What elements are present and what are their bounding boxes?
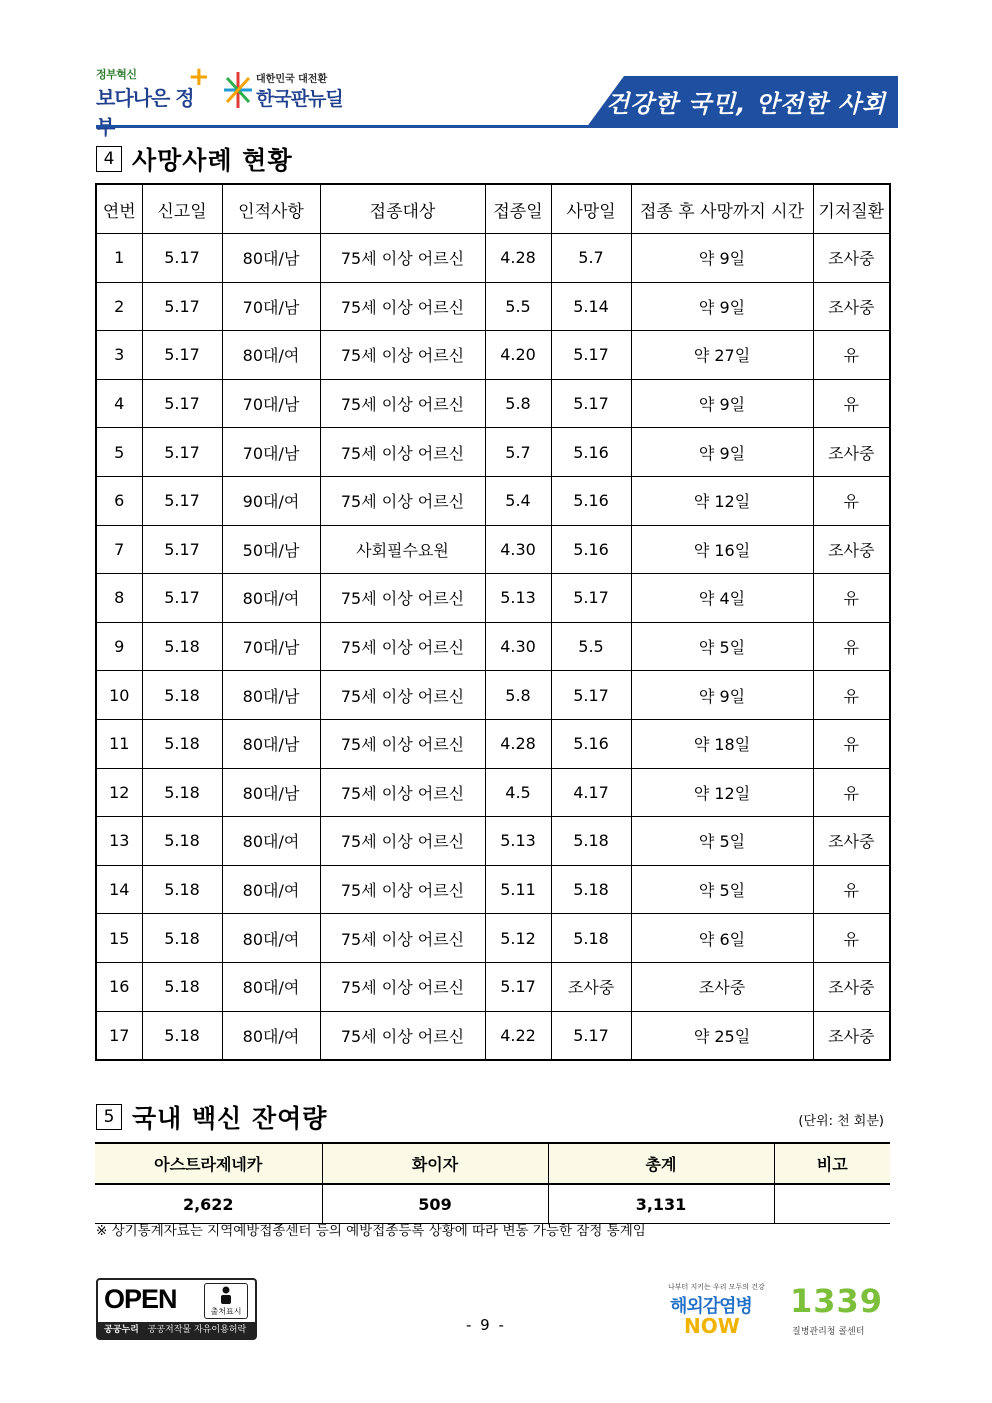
cell-underlying-disease: 유 — [813, 671, 890, 720]
cell-target-group: 75세 이상 어르신 — [320, 719, 485, 768]
cell-demographics: 80대/여 — [222, 1011, 320, 1060]
logo3-small-text: 나부터 지키는 우리 모두의 건강 — [668, 1283, 765, 1291]
astrazeneca-value: 2,622 — [95, 1184, 322, 1224]
cell-vaccination-date: 5.8 — [485, 379, 551, 428]
vaccine-header-row — [95, 1143, 890, 1184]
cell-target-group: 75세 이상 어르신 — [320, 865, 485, 914]
cell-vaccination-date: 4.22 — [485, 1011, 551, 1060]
cell-no: 13 — [96, 817, 142, 866]
cell-elapsed-time: 약 9일 — [631, 428, 813, 477]
cell-underlying-disease: 유 — [813, 331, 890, 380]
table-row — [96, 331, 890, 380]
cell-target-group: 75세 이상 어르신 — [320, 768, 485, 817]
cell-report-date: 5.18 — [142, 622, 222, 671]
section5-heading — [96, 1099, 327, 1135]
cell-elapsed-time: 약 9일 — [631, 282, 813, 331]
cell-no: 3 — [96, 331, 142, 380]
cell-underlying-disease: 유 — [813, 379, 890, 428]
cell-elapsed-time: 조사중 — [631, 962, 813, 1011]
cell-death-date: 5.18 — [551, 817, 631, 866]
cell-death-date: 5.16 — [551, 428, 631, 477]
table-row — [96, 428, 890, 477]
cell-demographics: 70대/남 — [222, 379, 320, 428]
logo-overseas-infection-now — [668, 1282, 772, 1340]
cell-no: 8 — [96, 574, 142, 623]
new-deal-star-icon — [222, 70, 254, 110]
open-label: OPEN — [104, 1284, 177, 1314]
col-header: 인적사항 — [222, 184, 320, 234]
cell-target-group: 75세 이상 어르신 — [320, 282, 485, 331]
cell-target-group: 75세 이상 어르신 — [320, 331, 485, 380]
table-row — [96, 282, 890, 331]
slogan-text: 건강한 국민, 안전한 사회 — [605, 90, 886, 118]
section4-number: 4 — [96, 146, 122, 172]
attribution-badge-label: 출처표시 — [210, 1307, 242, 1316]
cell-demographics: 80대/여 — [222, 574, 320, 623]
table-row — [96, 865, 890, 914]
cell-demographics: 70대/남 — [222, 428, 320, 477]
cell-demographics: 80대/남 — [222, 768, 320, 817]
cell-demographics: 50대/남 — [222, 525, 320, 574]
cell-elapsed-time: 약 12일 — [631, 768, 813, 817]
person-icon — [218, 1286, 234, 1304]
col-header: 접종 후 사망까지 시간 — [631, 184, 813, 234]
logo2-small-text: 대한민국 대전환 — [256, 74, 328, 85]
cell-underlying-disease: 유 — [813, 622, 890, 671]
cell-no: 15 — [96, 914, 142, 963]
cell-elapsed-time: 약 18일 — [631, 719, 813, 768]
cell-elapsed-time: 약 12일 — [631, 476, 813, 525]
slogan-banner — [580, 76, 898, 128]
cell-underlying-disease: 조사중 — [813, 234, 890, 283]
cell-underlying-disease: 유 — [813, 914, 890, 963]
cell-no: 14 — [96, 865, 142, 914]
cell-no: 10 — [96, 671, 142, 720]
open-caption: 공공저작물 자유이용허락 — [147, 1325, 247, 1335]
cell-elapsed-time: 약 16일 — [631, 525, 813, 574]
cell-vaccination-date: 4.5 — [485, 768, 551, 817]
cell-vaccination-date: 5.17 — [485, 962, 551, 1011]
cell-report-date: 5.17 — [142, 331, 222, 380]
cell-elapsed-time: 약 5일 — [631, 817, 813, 866]
cell-demographics: 80대/남 — [222, 719, 320, 768]
cell-death-date: 5.17 — [551, 331, 631, 380]
cell-target-group: 75세 이상 어르신 — [320, 574, 485, 623]
table-row — [96, 671, 890, 720]
cell-underlying-disease: 조사중 — [813, 282, 890, 331]
cell-vaccination-date: 4.20 — [485, 331, 551, 380]
cell-target-group: 75세 이상 어르신 — [320, 476, 485, 525]
death-cases-table — [95, 183, 891, 1061]
cell-no: 16 — [96, 962, 142, 1011]
cell-demographics: 80대/남 — [222, 234, 320, 283]
attribution-badge — [204, 1283, 248, 1319]
section4-heading — [96, 141, 293, 177]
cell-underlying-disease: 유 — [813, 719, 890, 768]
cell-demographics: 80대/여 — [222, 817, 320, 866]
vaccine-value-row — [95, 1184, 890, 1224]
cell-vaccination-date: 5.7 — [485, 428, 551, 477]
cell-demographics: 80대/여 — [222, 962, 320, 1011]
page-number: - 9 - — [466, 1316, 506, 1334]
cell-vaccination-date: 4.28 — [485, 719, 551, 768]
cell-report-date: 5.17 — [142, 379, 222, 428]
cell-no: 7 — [96, 525, 142, 574]
cell-demographics: 70대/남 — [222, 282, 320, 331]
cell-death-date: 5.17 — [551, 671, 631, 720]
cell-report-date: 5.17 — [142, 574, 222, 623]
logo3-now-text: NOW — [684, 1314, 740, 1338]
logo2-big-text: 한국판뉴딜 — [256, 88, 343, 110]
col-header: 접종일 — [485, 184, 551, 234]
open-caption-bold: 공공누리 — [104, 1325, 139, 1335]
cell-target-group: 75세 이상 어르신 — [320, 1011, 485, 1060]
cell-report-date: 5.17 — [142, 428, 222, 477]
cell-death-date: 5.18 — [551, 865, 631, 914]
cell-elapsed-time: 약 6일 — [631, 914, 813, 963]
cell-no: 1 — [96, 234, 142, 283]
cell-demographics: 80대/여 — [222, 865, 320, 914]
cell-target-group: 75세 이상 어르신 — [320, 622, 485, 671]
cell-underlying-disease: 유 — [813, 476, 890, 525]
cell-report-date: 5.17 — [142, 476, 222, 525]
cell-underlying-disease: 조사중 — [813, 1011, 890, 1060]
cell-target-group: 75세 이상 어르신 — [320, 234, 485, 283]
cell-death-date: 5.17 — [551, 379, 631, 428]
cell-death-date: 5.5 — [551, 622, 631, 671]
col-header: 사망일 — [551, 184, 631, 234]
logo3-big-text: 해외감염병 — [670, 1296, 752, 1317]
cell-elapsed-time: 약 9일 — [631, 379, 813, 428]
table-row — [96, 817, 890, 866]
section4-title: 사망사례 현황 — [132, 146, 293, 175]
cell-death-date: 5.16 — [551, 719, 631, 768]
cell-underlying-disease: 조사중 — [813, 817, 890, 866]
table-row — [96, 914, 890, 963]
cell-report-date: 5.18 — [142, 719, 222, 768]
section5-number: 5 — [96, 1104, 122, 1130]
cell-vaccination-date: 4.28 — [485, 234, 551, 283]
cell-vaccination-date: 5.5 — [485, 282, 551, 331]
cell-no: 5 — [96, 428, 142, 477]
cell-no: 9 — [96, 622, 142, 671]
logo-government-innovation — [96, 62, 210, 139]
col-header: 총계 — [548, 1143, 774, 1184]
cell-demographics: 80대/여 — [222, 914, 320, 963]
cell-underlying-disease: 조사중 — [813, 525, 890, 574]
cell-target-group: 75세 이상 어르신 — [320, 379, 485, 428]
table-row — [96, 962, 890, 1011]
unit-label: (단위: 천 회분) — [798, 1114, 884, 1129]
cell-underlying-disease: 유 — [813, 574, 890, 623]
cell-death-date: 5.17 — [551, 1011, 631, 1060]
cell-no: 6 — [96, 476, 142, 525]
cell-demographics: 80대/여 — [222, 331, 320, 380]
table-row — [96, 574, 890, 623]
cell-underlying-disease: 유 — [813, 768, 890, 817]
cell-death-date: 5.7 — [551, 234, 631, 283]
cell-vaccination-date: 5.4 — [485, 476, 551, 525]
cell-report-date: 5.18 — [142, 962, 222, 1011]
cell-elapsed-time: 약 9일 — [631, 234, 813, 283]
cell-death-date: 5.14 — [551, 282, 631, 331]
table-row — [96, 622, 890, 671]
cell-vaccination-date: 4.30 — [485, 622, 551, 671]
cell-target-group: 75세 이상 어르신 — [320, 962, 485, 1011]
cell-underlying-disease: 조사중 — [813, 962, 890, 1011]
cell-death-date: 조사중 — [551, 962, 631, 1011]
cell-report-date: 5.18 — [142, 865, 222, 914]
cell-no: 2 — [96, 282, 142, 331]
cell-report-date: 5.17 — [142, 525, 222, 574]
col-header: 신고일 — [142, 184, 222, 234]
col-header: 아스트라제네카 — [95, 1143, 322, 1184]
cell-report-date: 5.18 — [142, 1011, 222, 1060]
remarks-value — [774, 1184, 890, 1224]
col-header: 연번 — [96, 184, 142, 234]
cell-elapsed-time: 약 27일 — [631, 331, 813, 380]
table-row — [96, 525, 890, 574]
table-row — [96, 719, 890, 768]
cell-no: 17 — [96, 1011, 142, 1060]
cell-demographics: 80대/남 — [222, 671, 320, 720]
total-value: 3,131 — [548, 1184, 774, 1224]
logo1-big-text: 보다나은 정부 — [96, 86, 194, 139]
cell-report-date: 5.17 — [142, 234, 222, 283]
table-row — [96, 476, 890, 525]
header-divider — [96, 125, 898, 128]
cell-elapsed-time: 약 25일 — [631, 1011, 813, 1060]
cell-no: 4 — [96, 379, 142, 428]
cell-elapsed-time: 약 5일 — [631, 622, 813, 671]
cell-target-group: 75세 이상 어르신 — [320, 817, 485, 866]
cell-vaccination-date: 5.13 — [485, 817, 551, 866]
cell-elapsed-time: 약 4일 — [631, 574, 813, 623]
cell-report-date: 5.18 — [142, 768, 222, 817]
cell-death-date: 5.16 — [551, 525, 631, 574]
cell-demographics: 90대/여 — [222, 476, 320, 525]
logo4-number: 1339 — [790, 1282, 884, 1320]
cell-report-date: 5.18 — [142, 817, 222, 866]
cell-vaccination-date: 4.30 — [485, 525, 551, 574]
cell-report-date: 5.18 — [142, 671, 222, 720]
cell-death-date: 5.16 — [551, 476, 631, 525]
cell-vaccination-date: 5.11 — [485, 865, 551, 914]
col-header: 화이자 — [322, 1143, 548, 1184]
cell-no: 12 — [96, 768, 142, 817]
cell-demographics: 70대/남 — [222, 622, 320, 671]
table-row — [96, 379, 890, 428]
cell-vaccination-date: 5.13 — [485, 574, 551, 623]
cell-report-date: 5.17 — [142, 282, 222, 331]
cell-underlying-disease: 유 — [813, 865, 890, 914]
logo4-caption: 질병관리청 콜센터 — [792, 1327, 865, 1337]
logo-korean-new-deal — [222, 68, 362, 114]
cell-target-group: 사회필수요원 — [320, 525, 485, 574]
cell-elapsed-time: 약 5일 — [631, 865, 813, 914]
cell-no: 11 — [96, 719, 142, 768]
table-header-row — [96, 184, 890, 234]
col-header: 접종대상 — [320, 184, 485, 234]
cell-death-date: 5.17 — [551, 574, 631, 623]
plus-icon: + — [188, 62, 210, 92]
section5-title: 국내 백신 잔여량 — [132, 1104, 328, 1133]
cell-underlying-disease: 조사중 — [813, 428, 890, 477]
table-row — [96, 1011, 890, 1060]
table-row — [96, 768, 890, 817]
pfizer-value: 509 — [322, 1184, 548, 1224]
col-header: 비고 — [774, 1143, 890, 1184]
cell-target-group: 75세 이상 어르신 — [320, 428, 485, 477]
cell-target-group: 75세 이상 어르신 — [320, 914, 485, 963]
statistics-note: ※ 상기통계자료는 지역예방접종센터 등의 예방접종등록 상황에 따라 변동 가능한 잠정 통계임 — [96, 1223, 646, 1239]
cell-report-date: 5.18 — [142, 914, 222, 963]
table-row — [96, 234, 890, 283]
cell-target-group: 75세 이상 어르신 — [320, 671, 485, 720]
cell-vaccination-date: 5.12 — [485, 914, 551, 963]
cell-death-date: 5.18 — [551, 914, 631, 963]
vaccine-stock-table — [95, 1142, 890, 1224]
logo-1339-call-center — [788, 1282, 898, 1340]
logo1-small-text: 정부혁신 — [96, 68, 137, 81]
col-header: 기저질환 — [813, 184, 890, 234]
cell-death-date: 4.17 — [551, 768, 631, 817]
cell-elapsed-time: 약 9일 — [631, 671, 813, 720]
kogl-open-license — [96, 1278, 257, 1340]
cell-vaccination-date: 5.8 — [485, 671, 551, 720]
